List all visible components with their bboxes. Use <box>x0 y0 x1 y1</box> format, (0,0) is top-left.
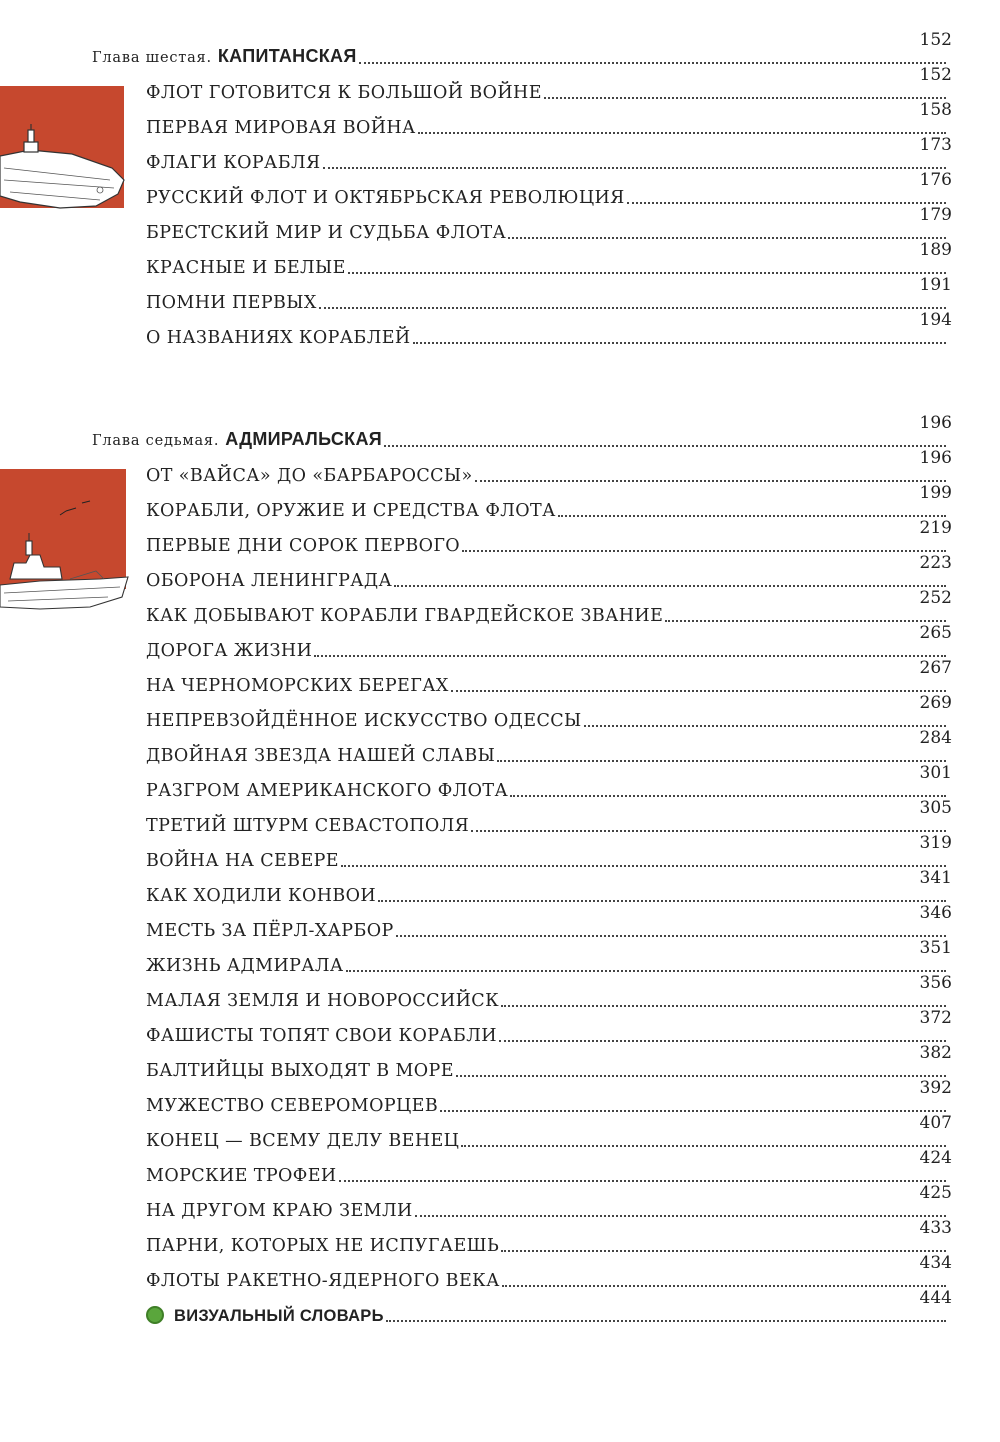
leader-dots <box>339 1180 946 1182</box>
toc-entry-title: ПАРНИ, КОТОРЫХ НЕ ИСПУГАЕШЬ <box>146 1236 500 1256</box>
toc-entry-page: 152 <box>919 65 952 85</box>
toc-entry-page: 351 <box>919 938 952 958</box>
toc-entry-page: 424 <box>919 1148 952 1168</box>
toc-entry-page: 269 <box>919 693 952 713</box>
toc-entry-title: МЕСТЬ ЗА ПЁРЛ-ХАРБОР <box>146 921 394 941</box>
toc-entry-page: 219 <box>919 518 952 538</box>
chapter-6-heading-row[interactable] <box>92 30 952 68</box>
toc-entry-title: КАК ДОБЫВАЮТ КОРАБЛИ ГВАРДЕЙСКОЕ ЗВАНИЕ <box>146 606 664 626</box>
toc-entry-title: НА ДРУГОМ КРАЮ ЗЕМЛИ <box>146 1201 413 1221</box>
toc-entry[interactable] <box>146 448 952 486</box>
leader-dots <box>501 1250 946 1252</box>
chapter-7-heading-row[interactable] <box>92 413 952 451</box>
toc-entry[interactable] <box>146 588 952 626</box>
leader-dots <box>475 480 946 482</box>
toc-entry-page: 252 <box>919 588 952 608</box>
toc-entry-page: 189 <box>919 240 952 260</box>
toc-entry[interactable] <box>146 553 952 591</box>
chapter-6-prefix: Глава шестая. <box>92 50 212 66</box>
toc-entry-page: 341 <box>919 868 952 888</box>
toc-entry-page: 356 <box>919 973 952 993</box>
toc-entry[interactable] <box>146 868 952 906</box>
leader-dots <box>415 1215 946 1217</box>
leader-dots <box>665 620 946 622</box>
leader-dots <box>510 795 946 797</box>
toc-entry[interactable] <box>146 275 952 313</box>
toc-entry[interactable] <box>146 1253 952 1291</box>
leader-dots <box>346 970 946 972</box>
leader-dots <box>627 202 946 204</box>
toc-entry-page: 223 <box>919 553 952 573</box>
toc-entry[interactable] <box>146 1043 952 1081</box>
toc-entry-title: ЖИЗНЬ АДМИРАЛА <box>146 956 344 976</box>
toc-entry[interactable] <box>146 1008 952 1046</box>
toc-entry[interactable] <box>146 310 952 348</box>
leader-dots <box>456 1075 946 1077</box>
leader-dots <box>499 1040 946 1042</box>
toc-entry[interactable] <box>146 833 952 871</box>
toc-entry-page: 392 <box>919 1078 952 1098</box>
toc-entry[interactable] <box>146 518 952 556</box>
toc-entry[interactable] <box>146 483 952 521</box>
toc-entry-page: 305 <box>919 798 952 818</box>
submarine-sketch-icon <box>0 84 132 216</box>
leader-dots <box>396 935 946 937</box>
leader-dots <box>544 97 946 99</box>
toc-entry-title: ФЛОТ ГОТОВИТСЯ К БОЛЬШОЙ ВОЙНЕ <box>146 83 542 103</box>
leader-dots <box>323 167 946 169</box>
toc-entry[interactable] <box>146 65 952 103</box>
toc-entry-title: КОНЕЦ — ВСЕМУ ДЕЛУ ВЕНЕЦ <box>146 1131 460 1151</box>
leader-dots <box>558 515 946 517</box>
leader-dots <box>314 655 946 657</box>
toc-entry[interactable] <box>146 205 952 243</box>
toc-entry-page: 346 <box>919 903 952 923</box>
toc-entry[interactable] <box>146 973 952 1011</box>
toc-entry-title: НЕПРЕВЗОЙДЁННОЕ ИСКУССТВО ОДЕССЫ <box>146 711 582 731</box>
toc-entry-title: КОРАБЛИ, ОРУЖИЕ И СРЕДСТВА ФЛОТА <box>146 501 556 521</box>
toc-entry-page: 425 <box>919 1183 952 1203</box>
leader-dots <box>341 865 946 867</box>
warship-sketch-icon <box>0 467 134 617</box>
leader-dots <box>462 550 946 552</box>
toc-entry-page: 407 <box>919 1113 952 1133</box>
toc-entry-title: ФЛОТЫ РАКЕТНО-ЯДЕРНОГО ВЕКА <box>146 1271 500 1291</box>
toc-entry-title: МАЛАЯ ЗЕМЛЯ И НОВОРОССИЙСК <box>146 991 500 1011</box>
toc-entry-title: ОТ «ВАЙСА» ДО «БАРБАРОССЫ» <box>146 466 473 486</box>
toc-entry-page: 319 <box>919 833 952 853</box>
leader-dots <box>502 1285 946 1287</box>
toc-entry[interactable] <box>146 763 952 801</box>
toc-entry-title: КАК ХОДИЛИ КОНВОИ <box>146 886 377 906</box>
toc-entry-page: 284 <box>919 728 952 748</box>
toc-entry-page: 433 <box>919 1218 952 1238</box>
chapter-7-page: 196 <box>919 413 952 433</box>
chapter-7-prefix: Глава седьмая. <box>92 433 220 449</box>
toc-entry-title: КРАСНЫЕ И БЕЛЫЕ <box>146 258 346 278</box>
toc-entry-title: РАЗГРОМ АМЕРИКАНСКОГО ФЛОТА <box>146 781 509 801</box>
leader-dots <box>508 237 946 239</box>
leader-dots <box>348 272 946 274</box>
toc-entry-page: 179 <box>919 205 952 225</box>
toc-entry-title: ВОЙНА НА СЕВЕРЕ <box>146 851 339 871</box>
toc-entry-page: 173 <box>919 135 952 155</box>
toc-entry-title: ОБОРОНА ЛЕНИНГРАДА <box>146 571 393 591</box>
leader-dots <box>386 1320 946 1322</box>
chapter-6-page: 152 <box>919 30 952 50</box>
leader-dots <box>384 445 946 447</box>
toc-entry-title: ТРЕТИЙ ШТУРМ СЕВАСТОПОЛЯ <box>146 816 470 836</box>
leader-dots <box>451 690 946 692</box>
toc-entry[interactable] <box>146 1183 952 1221</box>
toc-entry-title: БРЕСТСКИЙ МИР И СУДЬБА ФЛОТА <box>146 223 507 243</box>
toc-entry-title: ПОМНИ ПЕРВЫХ <box>146 293 317 313</box>
toc-entry-title: МУЖЕСТВО СЕВЕРОМОРЦЕВ <box>146 1096 439 1116</box>
toc-entry-title: ДВОЙНАЯ ЗВЕЗДА НАШЕЙ СЛАВЫ <box>146 746 496 766</box>
toc-entry-title: РУССКИЙ ФЛОТ И ОКТЯБРЬСКАЯ РЕВОЛЮЦИЯ <box>146 188 625 208</box>
toc-entry[interactable] <box>146 693 952 731</box>
chapter-6-title: КАПИТАНСКАЯ <box>217 46 357 66</box>
leader-dots <box>501 1005 946 1007</box>
toc-entry-page: 372 <box>919 1008 952 1028</box>
toc-entry[interactable] <box>146 798 952 836</box>
toc-entry-page: 196 <box>919 448 952 468</box>
toc-entry[interactable] <box>146 1218 952 1256</box>
toc-entry[interactable] <box>146 135 952 173</box>
toc-entry-page: 158 <box>919 100 952 120</box>
toc-entry-page: 267 <box>919 658 952 678</box>
visual-dictionary-title: ВИЗУАЛЬНЫЙ СЛОВАРЬ <box>174 1307 384 1325</box>
toc-entry[interactable] <box>146 938 952 976</box>
toc-entry[interactable] <box>146 170 952 208</box>
leader-dots <box>413 342 946 344</box>
toc-entry[interactable] <box>146 1113 952 1151</box>
toc-entry-page: 434 <box>919 1253 952 1273</box>
leader-dots <box>497 760 946 762</box>
toc-entry[interactable] <box>146 1148 952 1186</box>
leader-dots <box>584 725 946 727</box>
toc-entry[interactable] <box>146 240 952 278</box>
leader-dots <box>440 1110 946 1112</box>
toc-entry-title: НА ЧЕРНОМОРСКИХ БЕРЕГАХ <box>146 676 449 696</box>
toc-entry-title: О НАЗВАНИЯХ КОРАБЛЕЙ <box>146 328 411 348</box>
green-dot-icon <box>146 1306 164 1324</box>
toc-entry-title: ФАШИСТЫ ТОПЯТ СВОИ КОРАБЛИ <box>146 1026 497 1046</box>
toc-entry-page: 199 <box>919 483 952 503</box>
toc-entry-page: 301 <box>919 763 952 783</box>
toc-entry-page: 194 <box>919 310 952 330</box>
toc-entry-title: БАЛТИЙЦЫ ВЫХОДЯТ В МОРЕ <box>146 1061 454 1081</box>
toc-entry-title: МОРСКИЕ ТРОФЕИ <box>146 1166 337 1186</box>
leader-dots <box>319 307 946 309</box>
toc-entry-page: 382 <box>919 1043 952 1063</box>
visual-dictionary-entry[interactable] <box>146 1288 952 1326</box>
toc-entry-title: ДОРОГА ЖИЗНИ <box>146 641 313 661</box>
leader-dots <box>359 62 946 64</box>
toc-entry-page: 191 <box>919 275 952 295</box>
leader-dots <box>461 1145 946 1147</box>
leader-dots <box>394 585 946 587</box>
chapter-7-title: АДМИРАЛЬСКАЯ <box>225 429 382 449</box>
leader-dots <box>418 132 946 134</box>
toc-entry-page: 176 <box>919 170 952 190</box>
toc-entry-title: ПЕРВАЯ МИРОВАЯ ВОЙНА <box>146 118 416 138</box>
toc-entry[interactable] <box>146 1078 952 1116</box>
toc-entry[interactable] <box>146 623 952 661</box>
toc-entry[interactable] <box>146 658 952 696</box>
toc-entry-page: 265 <box>919 623 952 643</box>
toc-entry[interactable] <box>146 100 952 138</box>
toc-entry-title: ПЕРВЫЕ ДНИ СОРОК ПЕРВОГО <box>146 536 461 556</box>
toc-entry-title: ФЛАГИ КОРАБЛЯ <box>146 153 321 173</box>
toc-entry[interactable] <box>146 728 952 766</box>
leader-dots <box>471 830 946 832</box>
toc-entry[interactable] <box>146 903 952 941</box>
leader-dots <box>378 900 946 902</box>
visual-dictionary-page: 444 <box>919 1288 952 1308</box>
